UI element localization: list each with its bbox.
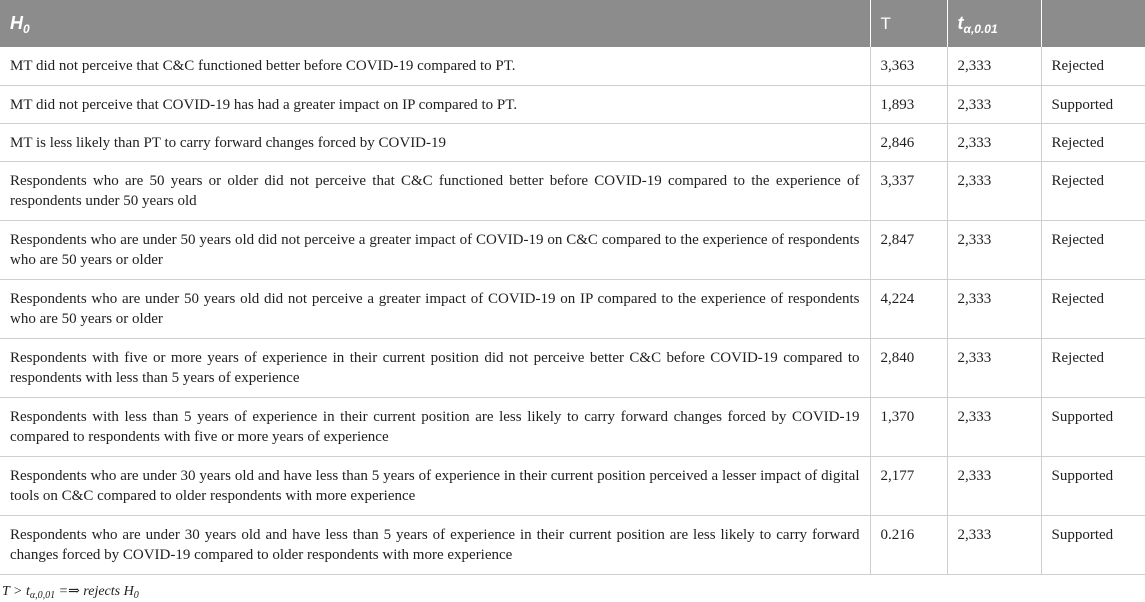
t-value-cell: 2,177 <box>870 456 947 515</box>
table-row <box>0 123 1145 161</box>
t-value-cell: 4,224 <box>870 279 947 338</box>
table-row <box>0 279 1145 338</box>
t-alpha-cell: 2,333 <box>947 515 1041 574</box>
header-h0: $H_0$ <box>0 0 870 47</box>
header-t: T <box>870 0 947 47</box>
table-row <box>0 456 1145 515</box>
result-cell: Rejected <box>1041 279 1145 338</box>
t-value-cell: 1,893 <box>870 85 947 123</box>
result-cell: Rejected <box>1041 220 1145 279</box>
header-t-alpha: $t_{\alpha,0.01}$ <box>947 0 1041 47</box>
t-alpha-cell: 2,333 <box>947 220 1041 279</box>
t-value-cell: 2,847 <box>870 220 947 279</box>
hypothesis-cell: MT did not perceive that C&C functioned better before COVID-19 compared to PT. <box>0 47 870 85</box>
table-row <box>0 85 1145 123</box>
t-value-cell: 3,363 <box>870 47 947 85</box>
result-cell: Supported <box>1041 515 1145 574</box>
t-alpha-cell: 2,333 <box>947 338 1041 397</box>
hypothesis-cell: Respondents with five or more years of experience in their current position did not perceive better C&C before COVID-19 compared to respondents with less than 5 years of experience <box>0 338 870 397</box>
t-value-cell: 3,337 <box>870 161 947 220</box>
t-alpha-cell: 2,333 <box>947 47 1041 85</box>
header-result <box>1041 0 1145 47</box>
result-cell: Rejected <box>1041 123 1145 161</box>
table-row <box>0 338 1145 397</box>
t-value-cell: 2,846 <box>870 123 947 161</box>
t-value-cell: 0.216 <box>870 515 947 574</box>
hypothesis-cell: Respondents who are under 50 years old did not perceive a greater impact of COVID-19 on IP compared to the experience of respondents who are 50 years or older <box>0 279 870 338</box>
t-value-cell: 2,840 <box>870 338 947 397</box>
result-cell: Supported <box>1041 397 1145 456</box>
table-row <box>0 161 1145 220</box>
hypothesis-cell: Respondents who are under 50 years old did not perceive a greater impact of COVID-19 on C&C compared to the experience of respondents who are 50 years or older <box>0 220 870 279</box>
result-cell: Supported <box>1041 456 1145 515</box>
hypothesis-cell: MT is less likely than PT to carry forward changes forced by COVID-19 <box>0 123 870 161</box>
t-alpha-cell: 2,333 <box>947 85 1041 123</box>
hypothesis-cell: Respondents who are 50 years or older did not perceive that C&C functioned better before COVID-19 compared to the experience of respondents under 50 years old <box>0 161 870 220</box>
result-cell: Rejected <box>1041 338 1145 397</box>
table-row <box>0 397 1145 456</box>
hypothesis-cell: Respondents who are under 30 years old and have less than 5 years of experience in their current position are less likely to carry forward changes forced by COVID-19 compared to older respondents with more experience <box>0 515 870 574</box>
table-footnote: $T > t_{\alpha,0,01}$ =⇒ rejects $H_0$ <box>2 584 139 601</box>
table-row <box>0 515 1145 574</box>
result-cell: Rejected <box>1041 161 1145 220</box>
t-alpha-cell: 2,333 <box>947 279 1041 338</box>
header-row <box>0 0 1145 47</box>
t-alpha-cell: 2,333 <box>947 123 1041 161</box>
t-value-cell: 1,370 <box>870 397 947 456</box>
hypothesis-cell: MT did not perceive that COVID-19 has had a greater impact on IP compared to PT. <box>0 85 870 123</box>
t-alpha-cell: 2,333 <box>947 456 1041 515</box>
t-alpha-cell: 2,333 <box>947 161 1041 220</box>
hypothesis-cell: Respondents with less than 5 years of experience in their current position are less likely to carry forward changes forced by COVID-19 compared to respondents with five or more years of experience <box>0 397 870 456</box>
table-row <box>0 47 1145 85</box>
hypothesis-cell: Respondents who are under 30 years old and have less than 5 years of experience in their current position perceived a lesser impact of digital tools on C&C compared to older respondents with more experience <box>0 456 870 515</box>
result-cell: Rejected <box>1041 47 1145 85</box>
t-alpha-cell: 2,333 <box>947 397 1041 456</box>
table-row <box>0 220 1145 279</box>
result-cell: Supported <box>1041 85 1145 123</box>
